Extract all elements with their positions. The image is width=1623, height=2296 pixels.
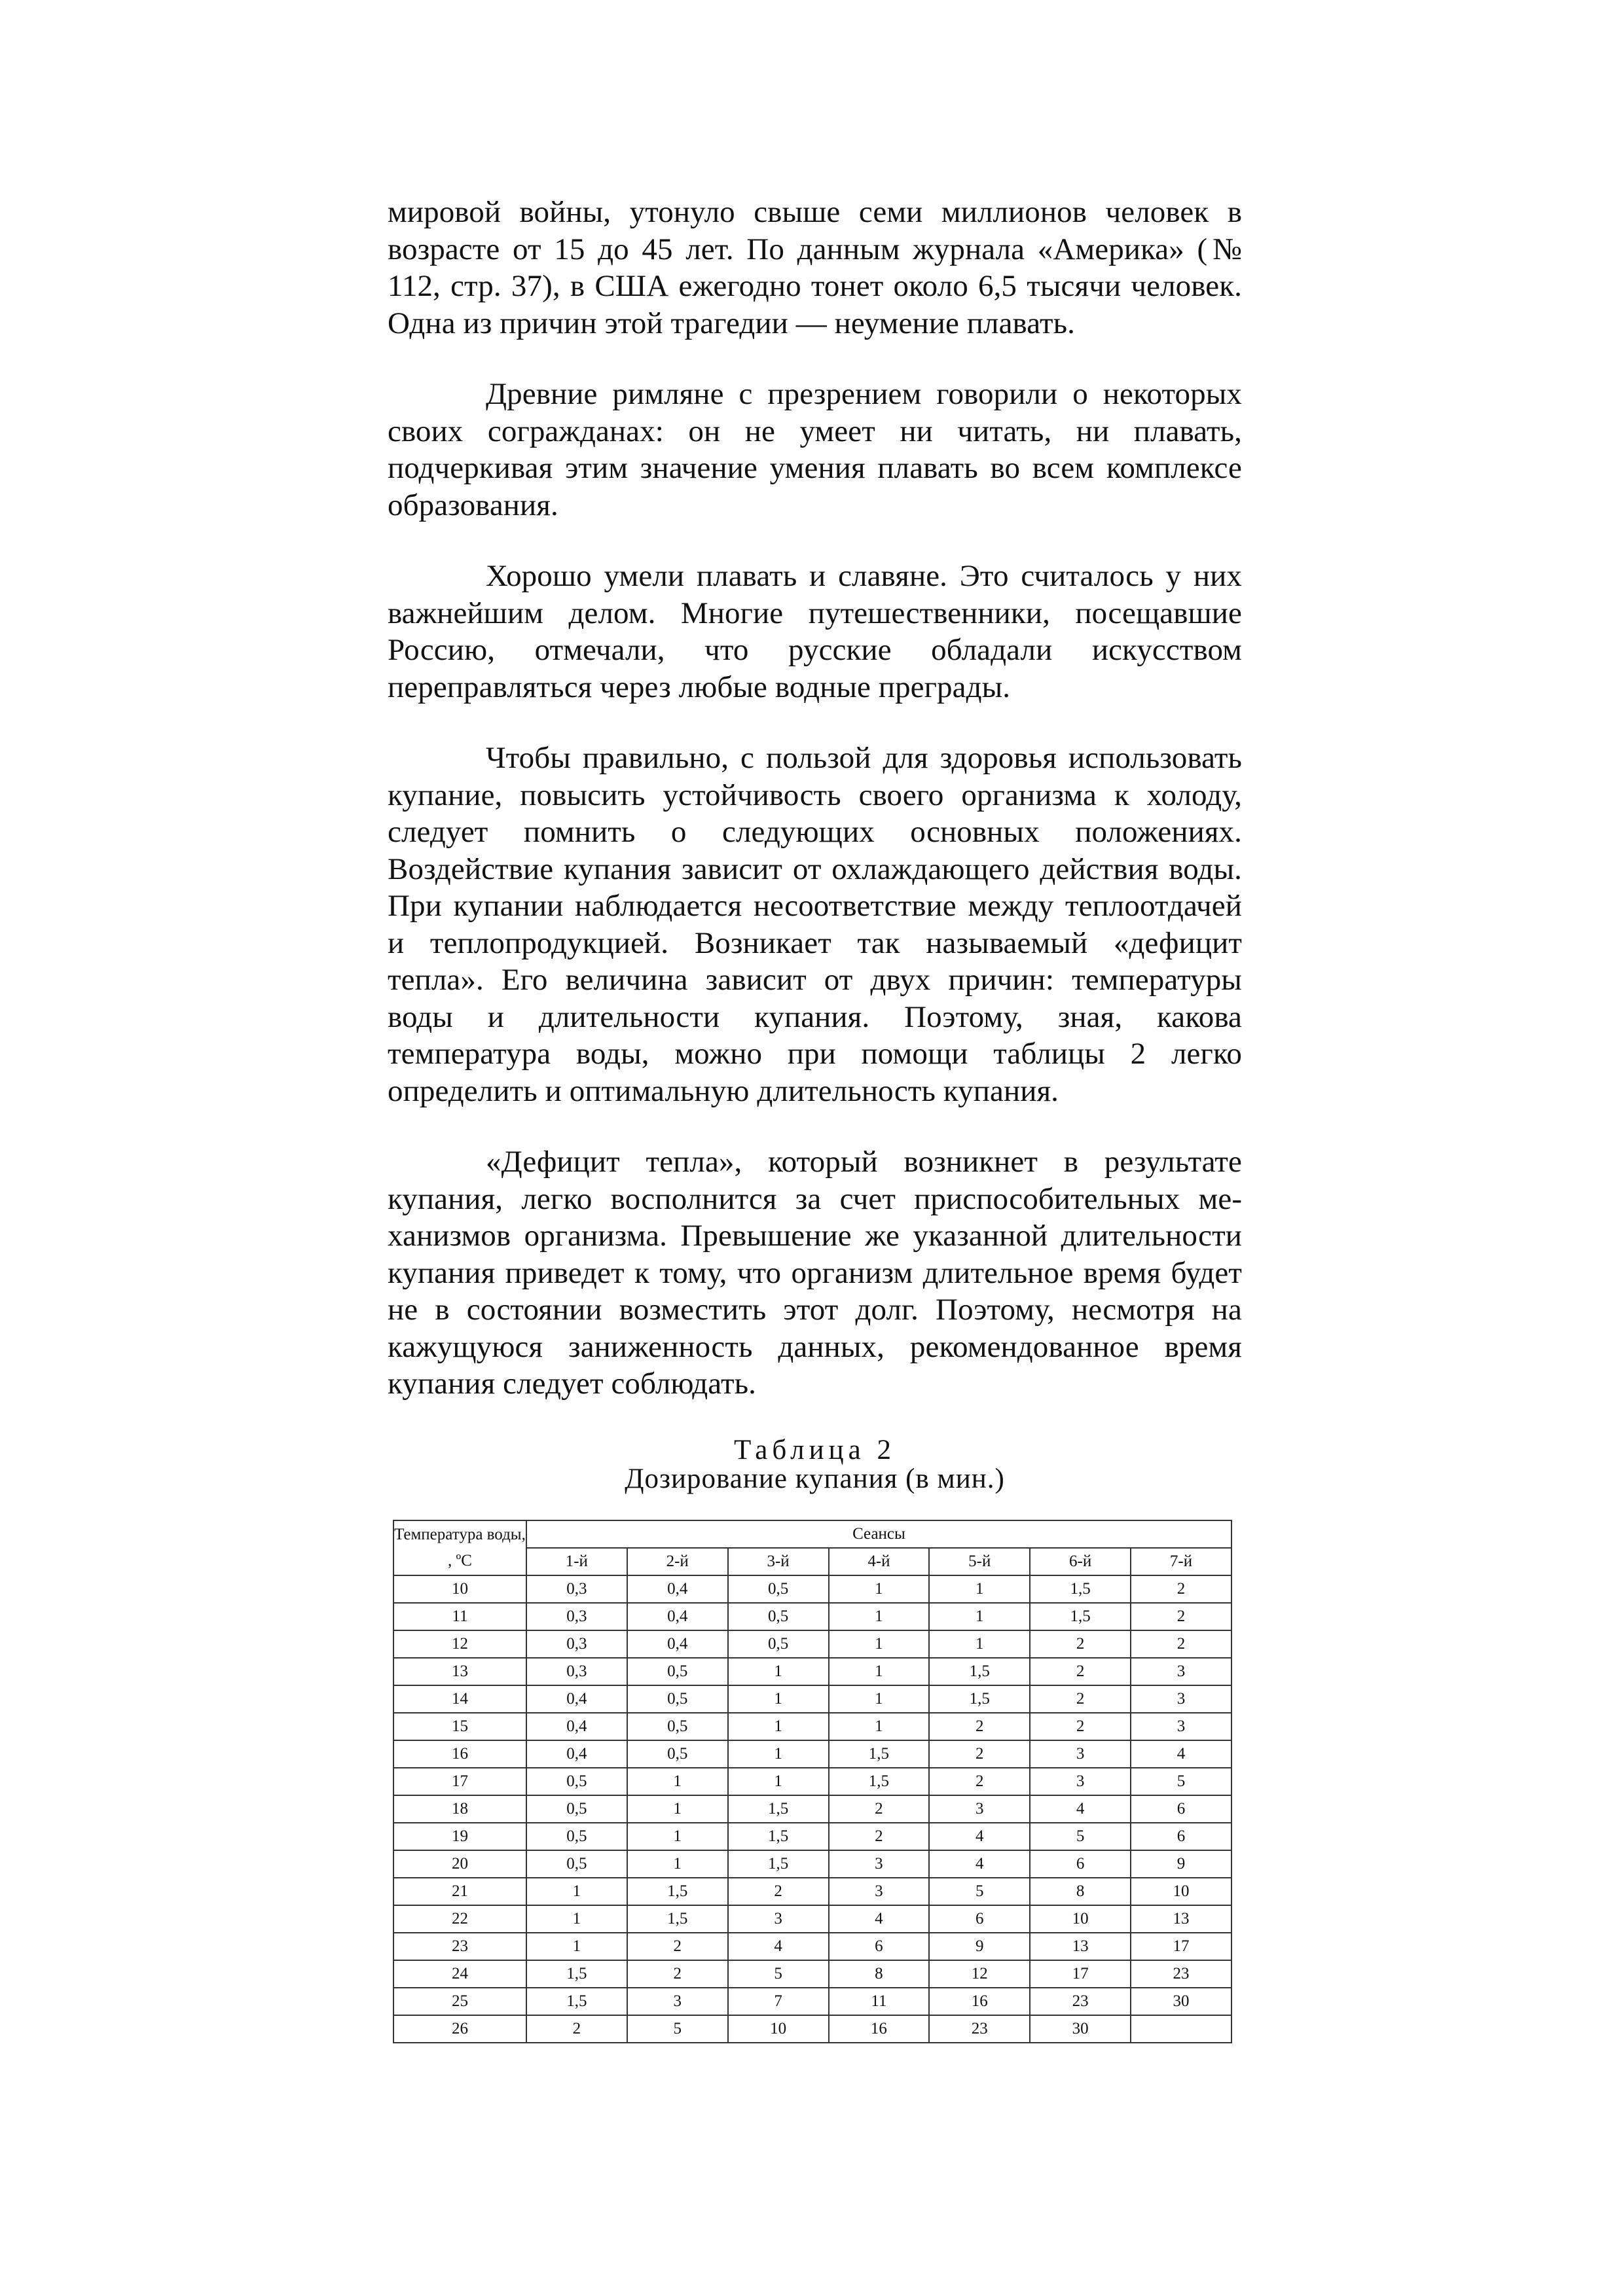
temperature-cell: 19	[393, 1823, 526, 1850]
duration-cell: 4	[1030, 1795, 1131, 1823]
temperature-cell: 15	[393, 1713, 526, 1740]
duration-cell: 1	[526, 1933, 627, 1960]
duration-cell: 6	[929, 1905, 1030, 1933]
duration-cell: 0,4	[627, 1575, 728, 1603]
table-row	[393, 1905, 1231, 1933]
duration-cell: 1,5	[627, 1878, 728, 1905]
duration-cell: 0,5	[526, 1768, 627, 1795]
duration-cell: 8	[829, 1960, 930, 1988]
table-row	[393, 1630, 1231, 1658]
temperature-cell: 13	[393, 1658, 526, 1685]
duration-cell: 2	[929, 1740, 1030, 1768]
temperature-cell: 14	[393, 1685, 526, 1713]
duration-cell: 5	[929, 1878, 1030, 1905]
duration-cell: 1	[627, 1768, 728, 1795]
duration-cell: 1	[728, 1768, 829, 1795]
duration-cell: 1,5	[829, 1768, 930, 1795]
duration-cell: 4	[829, 1905, 930, 1933]
duration-cell: 1	[829, 1630, 930, 1658]
session-label: 6-й	[1030, 1548, 1131, 1575]
temperature-cell: 26	[393, 2015, 526, 2043]
table-row	[393, 1878, 1231, 1905]
duration-cell: 1,5	[728, 1850, 829, 1878]
duration-cell: 0,4	[627, 1603, 728, 1630]
sessions-header: Сеансы	[526, 1520, 1231, 1548]
duration-cell: 2	[1030, 1630, 1131, 1658]
duration-cell: 7	[728, 1988, 829, 2015]
session-label: 5-й	[929, 1548, 1030, 1575]
paragraph-1: мировой войны, утонуло свыше семи миллионов человек в возрасте от 15 до 45 лет. По данным журнала «Америка» (№ 112, стр. 37), в США ежегодно тонет около 6,5 тысячи человек. Одна из причин этой трагедии — неумение плавать.	[388, 195, 1242, 340]
duration-cell: 17	[1131, 1933, 1231, 1960]
duration-cell: 30	[1131, 1988, 1231, 2015]
duration-cell: 23	[1030, 1988, 1131, 2015]
duration-cell: 1	[627, 1850, 728, 1878]
duration-cell: 1	[728, 1685, 829, 1713]
duration-cell: 2	[1131, 1630, 1231, 1658]
duration-cell: 1,5	[929, 1685, 1030, 1713]
duration-cell: 0,5	[526, 1795, 627, 1823]
duration-cell: 4	[1131, 1740, 1231, 1768]
paragraph-4: Чтобы правильно, с пользой для здоровья использовать купание, повысить устойчивость своего организма к холоду, следует помнить о следующих основных положениях. Воздействие купания зависит от охлаждающего действия воды. При купании наблюдается несоответствие между теплоотдачей и теплопродукцией. Возникает так называемый «дефицит тепла». Его величина зависит от двух причин: температуры воды и длительности купания. Поэтому, зная, какова температура воды, можно при помощи таблицы 2 легко определить и оптимальную длительность купания.	[388, 741, 1242, 1108]
duration-cell: 2	[829, 1823, 930, 1850]
duration-cell: 10	[1131, 1878, 1231, 1905]
table-row	[393, 1850, 1231, 1878]
duration-cell: 0,4	[526, 1685, 627, 1713]
duration-cell: 6	[1131, 1823, 1231, 1850]
duration-cell: 1	[829, 1575, 930, 1603]
temperature-cell: 10	[393, 1575, 526, 1603]
duration-cell: 1	[829, 1685, 930, 1713]
temperature-cell: 25	[393, 1988, 526, 2015]
duration-cell: 1	[829, 1658, 930, 1685]
duration-cell: 3	[1131, 1685, 1231, 1713]
duration-cell: 10	[728, 2015, 829, 2043]
duration-cell: 0,3	[526, 1630, 627, 1658]
temperature-cell: 11	[393, 1603, 526, 1630]
table-body	[393, 1575, 1231, 2043]
duration-cell: 5	[728, 1960, 829, 1988]
table-label: Таблица 2	[734, 1435, 896, 1465]
table-row	[393, 1575, 1231, 1603]
duration-cell: 1	[526, 1905, 627, 1933]
duration-cell: 1	[929, 1603, 1030, 1630]
duration-cell: 16	[829, 2015, 930, 2043]
duration-cell: 0,5	[627, 1658, 728, 1685]
duration-cell: 0,5	[627, 1713, 728, 1740]
duration-cell: 10	[1030, 1905, 1131, 1933]
duration-cell: 1	[829, 1713, 930, 1740]
table-row	[393, 1740, 1231, 1768]
session-label: 4-й	[829, 1548, 930, 1575]
duration-cell: 3	[929, 1795, 1030, 1823]
duration-cell: 3	[627, 1988, 728, 2015]
paragraph-3: Хорошо умели плавать и славяне. Это считалось у них важнейшим делом. Многие путешественники, посещавшие Россию, отмечали, что русские обладали искусством переправляться через любые водные преграды.	[388, 559, 1242, 704]
duration-cell: 4	[929, 1850, 1030, 1878]
duration-cell: 1	[627, 1795, 728, 1823]
duration-cell: 1	[829, 1603, 930, 1630]
table-row	[393, 1823, 1231, 1850]
duration-cell: 12	[929, 1960, 1030, 1988]
duration-cell: 1	[728, 1740, 829, 1768]
duration-cell: 0,5	[728, 1603, 829, 1630]
duration-cell: 2	[728, 1878, 829, 1905]
duration-cell: 9	[1131, 1850, 1231, 1878]
duration-cell: 2	[526, 2015, 627, 2043]
duration-cell: 6	[1131, 1795, 1231, 1823]
duration-cell: 0,3	[526, 1575, 627, 1603]
table-row	[393, 1960, 1231, 1988]
duration-cell: 1,5	[526, 1960, 627, 1988]
duration-cell: 0,5	[526, 1823, 627, 1850]
table-row	[393, 1685, 1231, 1713]
duration-cell: 1	[526, 1878, 627, 1905]
duration-cell: 1,5	[829, 1740, 930, 1768]
duration-cell: 13	[1030, 1933, 1131, 1960]
paragraph-2: Древние римляне с презрением говорили о некоторых своих согражданах: он не умеет ни читать, ни плавать, подчеркивая этим значение умения плавать во всем комплексе образования.	[388, 377, 1242, 522]
duration-cell: 1	[728, 1658, 829, 1685]
duration-cell: 1,5	[627, 1905, 728, 1933]
temperature-cell: 12	[393, 1630, 526, 1658]
temperature-cell: 20	[393, 1850, 526, 1878]
table-header-row	[393, 1520, 1231, 1548]
duration-cell	[1131, 2015, 1231, 2043]
duration-cell: 3	[728, 1905, 829, 1933]
duration-cell: 0,4	[526, 1740, 627, 1768]
duration-cell: 0,5	[728, 1630, 829, 1658]
table-row	[393, 1795, 1231, 1823]
duration-cell: 16	[929, 1988, 1030, 2015]
session-label: 3-й	[728, 1548, 829, 1575]
duration-cell: 4	[929, 1823, 1030, 1850]
duration-cell: 5	[1131, 1768, 1231, 1795]
duration-cell: 2	[929, 1713, 1030, 1740]
duration-cell: 3	[1131, 1713, 1231, 1740]
session-label: 7-й	[1131, 1548, 1231, 1575]
duration-cell: 11	[829, 1988, 930, 2015]
duration-cell: 30	[1030, 2015, 1131, 2043]
duration-cell: 1,5	[728, 1823, 829, 1850]
duration-cell: 0,5	[526, 1850, 627, 1878]
temperature-cell: 23	[393, 1933, 526, 1960]
session-label: 2-й	[627, 1548, 728, 1575]
duration-cell: 1,5	[1030, 1603, 1131, 1630]
duration-cell: 1	[929, 1575, 1030, 1603]
temperature-cell: 17	[393, 1768, 526, 1795]
duration-cell: 2	[829, 1795, 930, 1823]
table-row	[393, 1988, 1231, 2015]
duration-cell: 1,5	[929, 1658, 1030, 1685]
duration-cell: 23	[929, 2015, 1030, 2043]
table-row	[393, 1658, 1231, 1685]
duration-cell: 3	[1131, 1658, 1231, 1685]
duration-cell: 0,4	[526, 1713, 627, 1740]
duration-cell: 3	[1030, 1740, 1131, 1768]
duration-cell: 2	[929, 1768, 1030, 1795]
duration-cell: 0,5	[627, 1685, 728, 1713]
duration-cell: 1	[929, 1630, 1030, 1658]
duration-cell: 13	[1131, 1905, 1231, 1933]
duration-cell: 0,3	[526, 1603, 627, 1630]
duration-cell: 0,4	[627, 1630, 728, 1658]
duration-cell: 9	[929, 1933, 1030, 1960]
table-row	[393, 1933, 1231, 1960]
duration-cell: 4	[728, 1933, 829, 1960]
table-row	[393, 1603, 1231, 1630]
temperature-cell: 24	[393, 1960, 526, 1988]
duration-cell: 6	[1030, 1850, 1131, 1878]
bathing-dosage-table	[393, 1520, 1232, 2043]
table-row	[393, 2015, 1231, 2043]
table-row	[393, 1713, 1231, 1740]
duration-cell: 2	[627, 1933, 728, 1960]
duration-cell: 1	[627, 1823, 728, 1850]
temperature-cell: 18	[393, 1795, 526, 1823]
duration-cell: 0,3	[526, 1658, 627, 1685]
duration-cell: 0,5	[627, 1740, 728, 1768]
temperature-header: Температура воды, , ºС	[393, 1520, 526, 1575]
duration-cell: 3	[829, 1878, 930, 1905]
duration-cell: 3	[829, 1850, 930, 1878]
table-row	[393, 1768, 1231, 1795]
paragraph-5: «Дефицит тепла», который возникнет в результате купания, легко восполнится за счет приспособительных механизмов организма. Превышение же указанной длительности купания приведет к тому, что организм длительное время будет не в состоянии возместить этот долг. Поэтому, несмотря на кажущуюся заниженность данных, рекомендованное время купания следует соблюдать.	[388, 1145, 1242, 1401]
duration-cell: 2	[1131, 1575, 1231, 1603]
duration-cell: 17	[1030, 1960, 1131, 1988]
duration-cell: 2	[1131, 1603, 1231, 1630]
duration-cell: 1	[728, 1713, 829, 1740]
duration-cell: 23	[1131, 1960, 1231, 1988]
table-title: Дозирование купания (в мин.)	[625, 1463, 1005, 1494]
duration-cell: 6	[829, 1933, 930, 1960]
temperature-cell: 21	[393, 1878, 526, 1905]
duration-cell: 2	[1030, 1685, 1131, 1713]
temperature-cell: 16	[393, 1740, 526, 1768]
duration-cell: 1,5	[728, 1795, 829, 1823]
duration-cell: 2	[627, 1960, 728, 1988]
duration-cell: 1,5	[1030, 1575, 1131, 1603]
duration-cell: 0,5	[728, 1575, 829, 1603]
duration-cell: 2	[1030, 1658, 1131, 1685]
duration-cell: 5	[1030, 1823, 1131, 1850]
duration-cell: 2	[1030, 1713, 1131, 1740]
duration-cell: 1,5	[526, 1988, 627, 2015]
body-text	[388, 194, 1242, 1403]
duration-cell: 8	[1030, 1878, 1131, 1905]
duration-cell: 3	[1030, 1768, 1131, 1795]
duration-cell: 5	[627, 2015, 728, 2043]
temperature-cell: 22	[393, 1905, 526, 1933]
session-label: 1-й	[526, 1548, 627, 1575]
